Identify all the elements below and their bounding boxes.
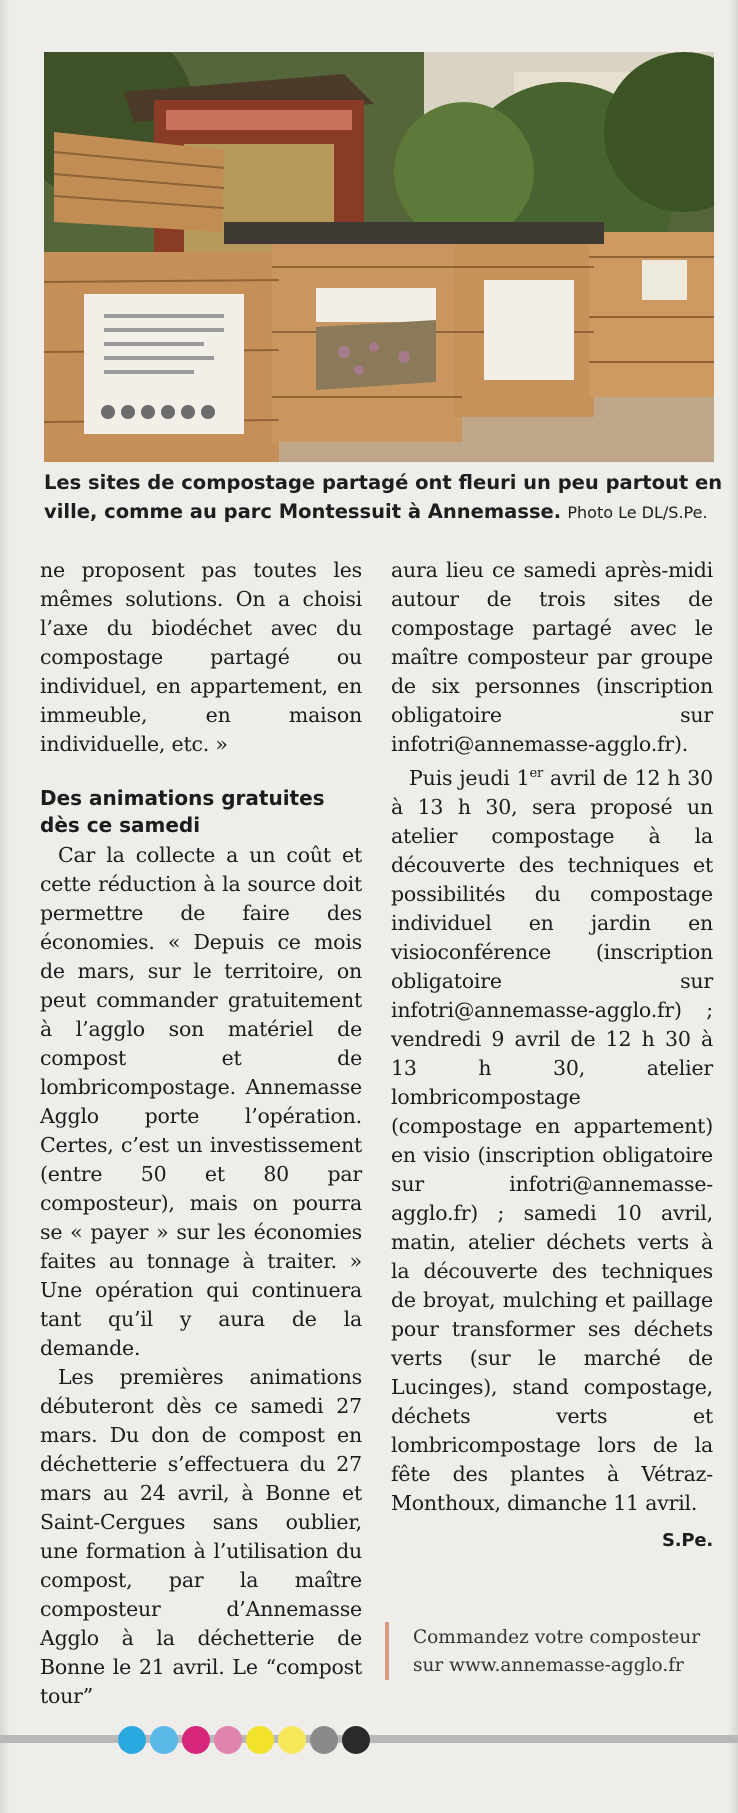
paragraph: aura lieu ce samedi après-midi autour de trois sites de compostage partagé avec le maître composteur par groupe de six personnes (inscription obligatoire sur infotri@annemasse-agglo.fr). <box>391 558 713 756</box>
print-color-swatch <box>246 1726 274 1754</box>
paragraph: Car la collecte a un coût et cette réduction à la source doit permettre de faire des économies. « Depuis ce mois de mars, sur le territoire, on peut commander gratuitement à l’agglo son matériel de compost et de lombricompostage. Annemasse Agglo porte l’opération. Certes, c’est un investissement (entre 50 et 80 par composteur), mais on pourra se « payer » sur les économies faites au tonnage à traiter. » Une opération qui continuera tant qu’il y aura de la demande. <box>40 843 362 1360</box>
paragraph-start: Puis jeudi 1 <box>409 765 530 790</box>
author-byline: S.Pe. <box>661 1529 713 1551</box>
paragraph: Les premières animations débuteront dès ce samedi 27 mars. Du don de compost en déchetterie s’effectuera du 27 mars au 24 avril, à Bonne et Saint-Cergues sans oublier, une formation à l’utilisation du compost, par la maître composteur d’Annemasse Agglo à la déchetterie de Bonne le 21 avril. Le “compost tour” <box>40 1365 362 1708</box>
paragraph-rest: avril de 12 h 30 à 13 h 30, sera proposé un atelier compostage à la découverte des techniques et possibilités du compostage individuel en jardin en visioconférence (inscription obligatoire sur infotri@annemasse-agglo.fr) ; vendredi 9 avril de 12 h 30 à 13 h 30, atelier lombricompostage (compostage en appartement) en visio (inscription obligatoire sur infotri@annemasse-agglo.fr) ; samedi 10 avril, matin, atelier déchets verts à la découverte des techniques de broyat, mulching et paillage pour transformer ses déchets verts (sur le marché de Lucinges), stand compostage, déchets verts et lombricompostage lors de la fête des plantes à Vétraz-Monthoux, dimanche 11 avril. <box>391 765 713 1515</box>
caption-text: Les sites de compostage partagé ont fleuri un peu partout en ville, comme au parc Montessuit à Annemasse. <box>44 471 723 523</box>
print-color-swatch <box>150 1726 178 1754</box>
promo-text: Commandez votre composteur sur www.annemasse-agglo.fr <box>413 1627 701 1676</box>
print-color-swatch <box>182 1726 210 1754</box>
print-color-marks <box>118 1726 370 1754</box>
compost-site-photo <box>44 52 714 462</box>
paper-edge-right <box>728 0 738 1813</box>
order-composter-box <box>385 1622 713 1680</box>
paper-edge-left <box>0 0 10 1813</box>
paragraph <box>391 759 713 1518</box>
print-color-swatch <box>342 1726 370 1754</box>
ordinal-superscript: er <box>529 766 544 781</box>
print-color-swatch <box>310 1726 338 1754</box>
print-color-swatch <box>278 1726 306 1754</box>
paragraph: ne proposent pas toutes les mêmes solutions. On a choisi l’axe du biodéchet avec du compostage partagé ou individuel, en appartement, en immeuble, en maison individuelle, etc. » <box>40 558 362 756</box>
photo-caption <box>44 468 724 527</box>
article-column-left <box>40 556 362 1711</box>
subheading: Des animations gratuites dès ce samedi <box>40 786 325 837</box>
photo-credit: Photo Le DL/S.Pe. <box>567 503 708 522</box>
print-color-swatch <box>214 1726 242 1754</box>
print-color-swatch <box>118 1726 146 1754</box>
article-column-right <box>391 556 713 1555</box>
